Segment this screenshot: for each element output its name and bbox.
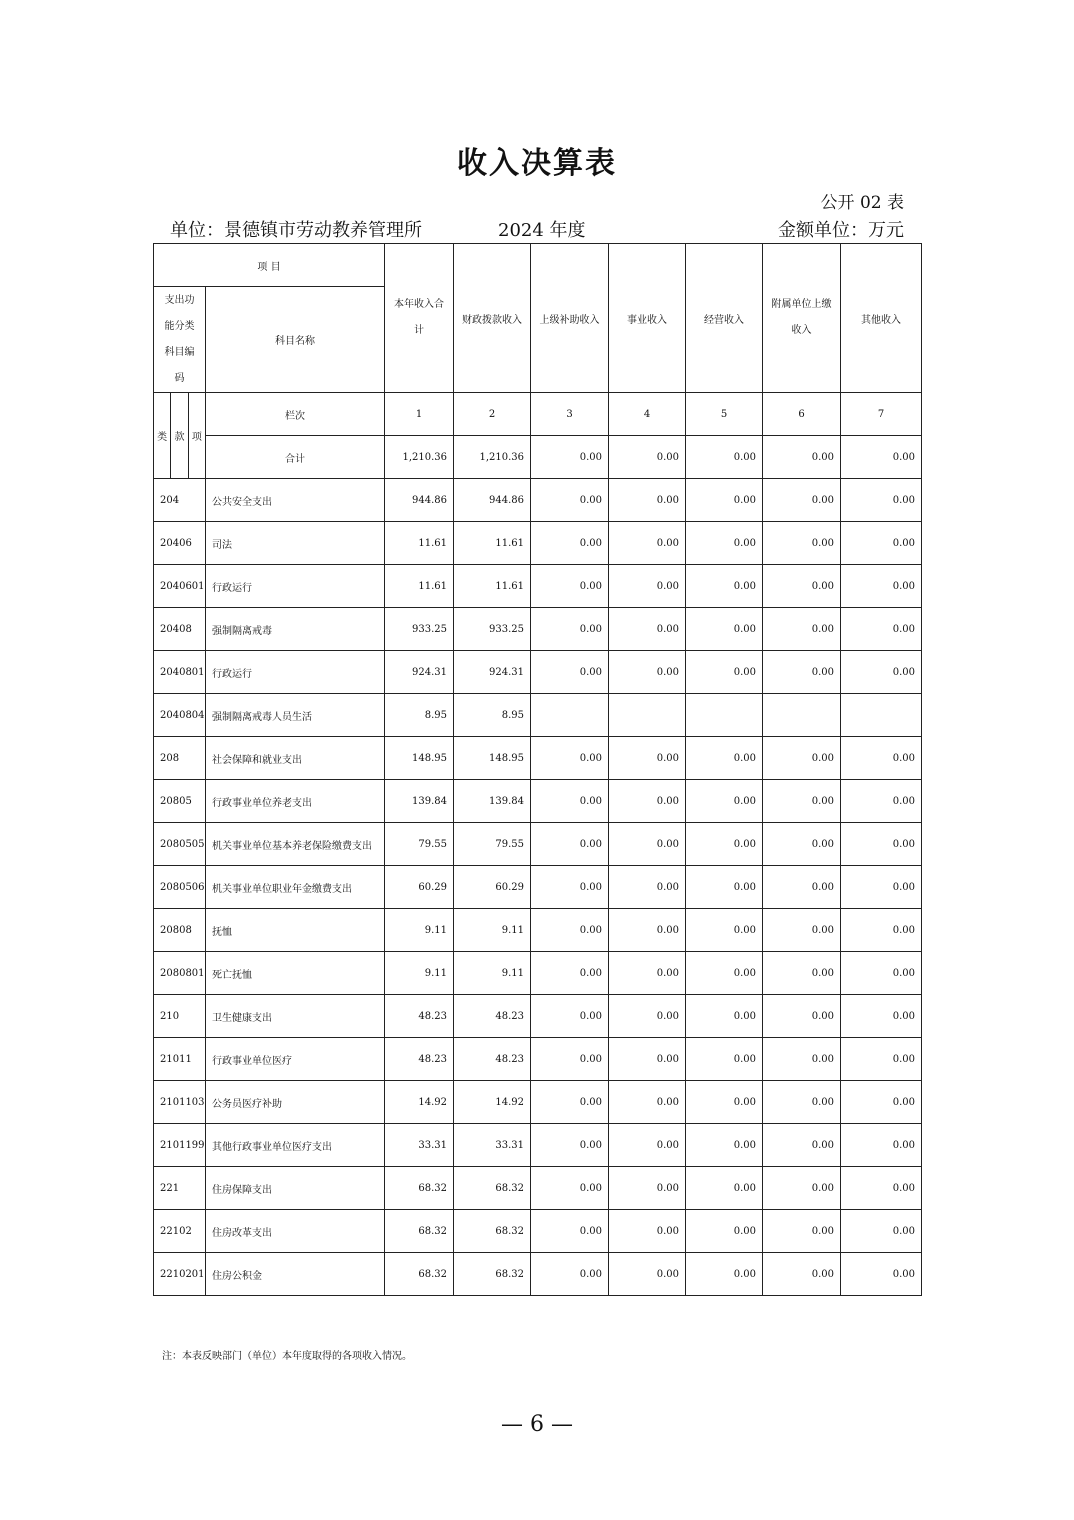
row-value: 33.31 <box>454 1124 531 1167</box>
header-item: 项 目 <box>154 244 385 287</box>
row-value: 0.00 <box>763 909 841 952</box>
row-value: 14.92 <box>454 1081 531 1124</box>
row-value: 0.00 <box>841 1081 922 1124</box>
income-table <box>153 243 922 1296</box>
row-value: 0.00 <box>841 1253 922 1296</box>
table-row <box>154 1124 922 1167</box>
row-value: 11.61 <box>454 522 531 565</box>
row-value: 0.00 <box>763 780 841 823</box>
row-value: 0.00 <box>763 522 841 565</box>
row-value: 0.00 <box>841 909 922 952</box>
row-value: 0.00 <box>609 1210 686 1253</box>
header-total: 本年收入合计 <box>385 244 454 393</box>
row-value: 68.32 <box>385 1210 454 1253</box>
row-value: 0.00 <box>686 608 763 651</box>
row-value: 0.00 <box>841 952 922 995</box>
table-row <box>154 608 922 651</box>
row-code: 2101103 <box>154 1081 206 1124</box>
header-other: 其他收入 <box>841 244 922 393</box>
row-value: 0.00 <box>841 522 922 565</box>
row-value: 60.29 <box>385 866 454 909</box>
row-value: 0.00 <box>763 479 841 522</box>
row-value: 0.00 <box>686 479 763 522</box>
row-code: 208 <box>154 737 206 780</box>
row-value: 0.00 <box>686 737 763 780</box>
header-fiscal: 财政拨款收入 <box>454 244 531 393</box>
row-value: 11.61 <box>454 565 531 608</box>
row-value: 0.00 <box>686 952 763 995</box>
row-value: 0.00 <box>609 479 686 522</box>
table-row <box>154 823 922 866</box>
table-row <box>154 866 922 909</box>
row-code: 2040801 <box>154 651 206 694</box>
row-value: 0.00 <box>531 866 609 909</box>
col-num: 1 <box>385 393 454 436</box>
row-value: 0.00 <box>686 1081 763 1124</box>
header-superior: 上级补助收入 <box>531 244 609 393</box>
row-code: 2080506 <box>154 866 206 909</box>
row-value: 0.00 <box>763 565 841 608</box>
row-value <box>841 694 922 737</box>
total-value: 1,210.36 <box>385 436 454 479</box>
row-value: 0.00 <box>763 823 841 866</box>
row-value: 944.86 <box>454 479 531 522</box>
row-value: 79.55 <box>385 823 454 866</box>
row-name: 行政事业单位养老支出 <box>206 780 385 823</box>
row-value: 0.00 <box>763 1038 841 1081</box>
row-name: 机关事业单位职业年金缴费支出 <box>206 866 385 909</box>
row-value: 0.00 <box>841 823 922 866</box>
row-name: 公务员医疗补助 <box>206 1081 385 1124</box>
total-value: 0.00 <box>841 436 922 479</box>
row-value: 0.00 <box>686 995 763 1038</box>
row-name: 司法 <box>206 522 385 565</box>
col-num: 5 <box>686 393 763 436</box>
row-code: 204 <box>154 479 206 522</box>
table-row <box>154 1253 922 1296</box>
total-value: 1,210.36 <box>454 436 531 479</box>
row-value: 0.00 <box>531 995 609 1038</box>
row-value: 0.00 <box>686 823 763 866</box>
row-code: 22102 <box>154 1210 206 1253</box>
row-code: 2040601 <box>154 565 206 608</box>
col-num: 2 <box>454 393 531 436</box>
row-name: 卫生健康支出 <box>206 995 385 1038</box>
row-name: 住房改革支出 <box>206 1210 385 1253</box>
row-value <box>763 694 841 737</box>
row-value: 0.00 <box>841 565 922 608</box>
row-name: 抚恤 <box>206 909 385 952</box>
row-name: 社会保障和就业支出 <box>206 737 385 780</box>
row-value: 0.00 <box>763 737 841 780</box>
row-value: 68.32 <box>385 1253 454 1296</box>
table-row <box>154 952 922 995</box>
row-code: 2080801 <box>154 952 206 995</box>
row-value: 0.00 <box>841 866 922 909</box>
row-value <box>531 694 609 737</box>
row-value: 48.23 <box>385 995 454 1038</box>
row-code: 2210201 <box>154 1253 206 1296</box>
total-value: 0.00 <box>763 436 841 479</box>
header-code: 支出功能分类科目编码 <box>154 287 206 393</box>
row-value: 933.25 <box>385 608 454 651</box>
row-value: 79.55 <box>454 823 531 866</box>
row-value: 0.00 <box>609 866 686 909</box>
year-label: 2024 年度 <box>498 220 586 241</box>
row-value: 0.00 <box>686 1167 763 1210</box>
row-value: 0.00 <box>841 995 922 1038</box>
row-value: 139.84 <box>454 780 531 823</box>
row-value: 0.00 <box>609 823 686 866</box>
row-value: 0.00 <box>531 1167 609 1210</box>
row-value: 0.00 <box>609 1038 686 1081</box>
header-lei: 类 <box>154 393 171 478</box>
row-value: 8.95 <box>454 694 531 737</box>
table-row <box>154 694 922 737</box>
row-value: 0.00 <box>686 651 763 694</box>
row-code: 210 <box>154 995 206 1038</box>
table-row <box>154 995 922 1038</box>
row-value: 0.00 <box>686 1253 763 1296</box>
row-value: 0.00 <box>609 1081 686 1124</box>
row-value: 924.31 <box>454 651 531 694</box>
row-value <box>609 694 686 737</box>
row-name: 强制隔离戒毒人员生活 <box>206 694 385 737</box>
row-value: 9.11 <box>385 952 454 995</box>
row-value: 0.00 <box>763 1253 841 1296</box>
header-xiang: 项 <box>191 432 202 443</box>
row-value: 48.23 <box>454 995 531 1038</box>
row-value: 11.61 <box>385 565 454 608</box>
row-name: 行政运行 <box>206 565 385 608</box>
row-name: 住房保障支出 <box>206 1167 385 1210</box>
row-code: 20408 <box>154 608 206 651</box>
row-value: 68.32 <box>454 1253 531 1296</box>
table-row <box>154 1081 922 1124</box>
row-value: 33.31 <box>385 1124 454 1167</box>
row-value: 0.00 <box>531 823 609 866</box>
row-code: 20805 <box>154 780 206 823</box>
row-value: 48.23 <box>454 1038 531 1081</box>
row-value: 0.00 <box>686 1124 763 1167</box>
header-kuan: 款 <box>171 393 188 478</box>
row-code: 20808 <box>154 909 206 952</box>
row-value: 0.00 <box>841 1124 922 1167</box>
unit-label: 单位：景德镇市劳动教养管理所 <box>170 220 422 241</box>
row-name: 行政事业单位医疗 <box>206 1038 385 1081</box>
row-value: 0.00 <box>609 952 686 995</box>
category-header <box>154 393 206 479</box>
col-num: 7 <box>841 393 922 436</box>
row-value: 0.00 <box>531 522 609 565</box>
row-value: 0.00 <box>531 651 609 694</box>
row-value: 0.00 <box>609 651 686 694</box>
table-row <box>154 479 922 522</box>
row-value: 0.00 <box>531 608 609 651</box>
row-value: 0.00 <box>531 1081 609 1124</box>
page-title: 收入决算表 <box>457 146 617 181</box>
row-value: 0.00 <box>763 952 841 995</box>
table-row <box>154 780 922 823</box>
table-row <box>154 1038 922 1081</box>
row-value: 0.00 <box>531 737 609 780</box>
row-name: 死亡抚恤 <box>206 952 385 995</box>
row-value: 0.00 <box>841 1210 922 1253</box>
form-number: 公开 02 表 <box>820 193 904 213</box>
row-code: 2040804 <box>154 694 206 737</box>
row-value: 0.00 <box>841 479 922 522</box>
row-value: 9.11 <box>385 909 454 952</box>
row-value: 0.00 <box>531 780 609 823</box>
row-value: 0.00 <box>763 1210 841 1253</box>
row-value: 0.00 <box>763 608 841 651</box>
row-value: 11.61 <box>385 522 454 565</box>
row-value: 0.00 <box>763 1124 841 1167</box>
row-name: 机关事业单位基本养老保险缴费支出 <box>206 823 385 866</box>
row-name: 行政运行 <box>206 651 385 694</box>
row-value: 0.00 <box>609 1253 686 1296</box>
row-value: 0.00 <box>763 651 841 694</box>
row-value: 0.00 <box>763 866 841 909</box>
row-value: 68.32 <box>454 1210 531 1253</box>
row-value: 0.00 <box>686 780 763 823</box>
row-name: 住房公积金 <box>206 1253 385 1296</box>
row-value: 0.00 <box>686 909 763 952</box>
row-value <box>686 694 763 737</box>
row-value: 0.00 <box>686 866 763 909</box>
row-value: 0.00 <box>763 995 841 1038</box>
header-business: 事业收入 <box>609 244 686 393</box>
row-value: 0.00 <box>686 565 763 608</box>
row-name: 其他行政事业单位医疗支出 <box>206 1124 385 1167</box>
row-value: 14.92 <box>385 1081 454 1124</box>
table-row <box>154 909 922 952</box>
row-value: 0.00 <box>531 565 609 608</box>
row-value: 139.84 <box>385 780 454 823</box>
row-value: 9.11 <box>454 952 531 995</box>
row-value: 0.00 <box>609 1167 686 1210</box>
row-value: 0.00 <box>531 1124 609 1167</box>
row-value: 9.11 <box>454 909 531 952</box>
row-value: 8.95 <box>385 694 454 737</box>
total-label: 合计 <box>206 436 385 479</box>
row-value: 0.00 <box>841 780 922 823</box>
row-value: 0.00 <box>609 1124 686 1167</box>
table-row <box>154 1167 922 1210</box>
total-value: 0.00 <box>686 436 763 479</box>
row-value: 0.00 <box>609 522 686 565</box>
header-name: 科目名称 <box>206 287 385 393</box>
col-num: 6 <box>763 393 841 436</box>
header-lanci: 栏次 <box>206 393 385 436</box>
row-value: 0.00 <box>686 1210 763 1253</box>
row-value: 933.25 <box>454 608 531 651</box>
row-value: 0.00 <box>841 1038 922 1081</box>
row-code: 2101199 <box>154 1124 206 1167</box>
row-value: 0.00 <box>609 909 686 952</box>
col-num: 4 <box>609 393 686 436</box>
row-value: 60.29 <box>454 866 531 909</box>
page-number: — 6 — <box>501 1412 573 1437</box>
row-value: 0.00 <box>531 1253 609 1296</box>
row-value: 0.00 <box>531 479 609 522</box>
row-name: 公共安全支出 <box>206 479 385 522</box>
table-row <box>154 522 922 565</box>
row-value: 924.31 <box>385 651 454 694</box>
row-value: 0.00 <box>841 608 922 651</box>
money-unit-label: 金额单位：万元 <box>778 220 904 241</box>
footnote: 注：本表反映部门（单位）本年度取得的各项收入情况。 <box>162 1351 412 1362</box>
row-value: 0.00 <box>609 565 686 608</box>
row-value: 148.95 <box>385 737 454 780</box>
row-value: 48.23 <box>385 1038 454 1081</box>
table-row <box>154 565 922 608</box>
row-value: 0.00 <box>841 737 922 780</box>
row-code: 221 <box>154 1167 206 1210</box>
row-value: 0.00 <box>763 1081 841 1124</box>
row-code: 21011 <box>154 1038 206 1081</box>
row-value: 148.95 <box>454 737 531 780</box>
row-value: 0.00 <box>686 522 763 565</box>
row-value: 0.00 <box>841 651 922 694</box>
row-value: 0.00 <box>686 1038 763 1081</box>
row-value: 0.00 <box>531 1038 609 1081</box>
row-value: 68.32 <box>385 1167 454 1210</box>
header-operating: 经营收入 <box>686 244 763 393</box>
row-value: 0.00 <box>531 952 609 995</box>
table-row <box>154 1210 922 1253</box>
row-value: 0.00 <box>763 1167 841 1210</box>
row-value: 0.00 <box>531 909 609 952</box>
total-value: 0.00 <box>531 436 609 479</box>
row-value: 0.00 <box>609 608 686 651</box>
row-code: 20406 <box>154 522 206 565</box>
row-value: 68.32 <box>454 1167 531 1210</box>
total-value: 0.00 <box>609 436 686 479</box>
row-code: 2080505 <box>154 823 206 866</box>
row-name: 强制隔离戒毒 <box>206 608 385 651</box>
header-affiliate: 附属单位上缴收入 <box>763 244 841 393</box>
row-value: 0.00 <box>841 1167 922 1210</box>
table-row <box>154 737 922 780</box>
row-value: 944.86 <box>385 479 454 522</box>
row-value: 0.00 <box>609 995 686 1038</box>
row-value: 0.00 <box>531 1210 609 1253</box>
table-row <box>154 651 922 694</box>
row-value: 0.00 <box>609 737 686 780</box>
row-value: 0.00 <box>609 780 686 823</box>
col-num: 3 <box>531 393 609 436</box>
